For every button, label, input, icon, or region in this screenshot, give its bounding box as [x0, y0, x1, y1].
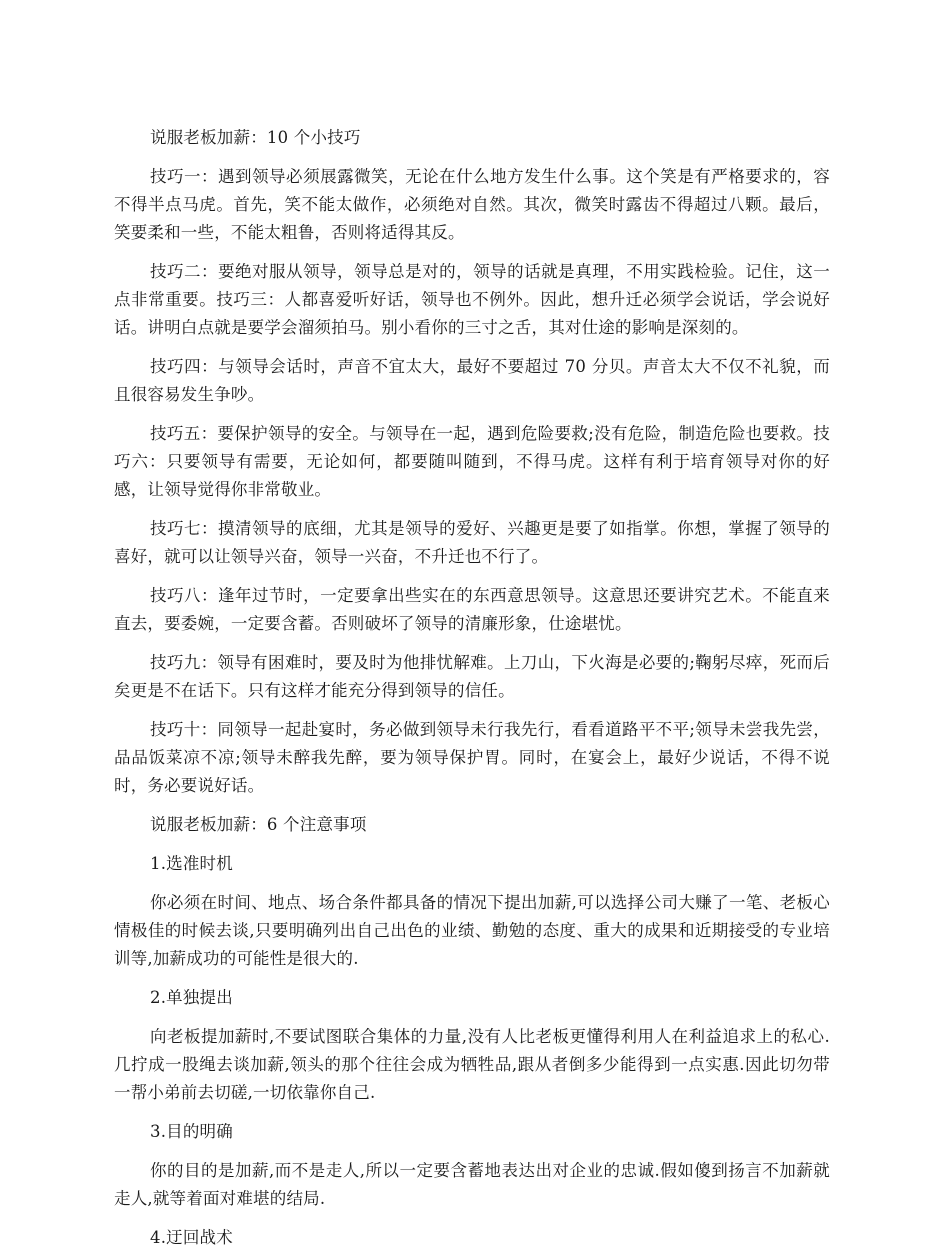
tip-paragraph: 技巧二：要绝对服从领导，领导总是对的，领导的话就是真理，不用实践检验。记住，这一点非常重要。技巧三：人都喜爱听好话，领导也不例外。因此，想升迁必须学会说话，学会说好话。讲明白点就是要学会溜须拍马。别小看你的三寸之舌，其对仕途的影响是深刻的。: [114, 262, 830, 337]
tip-paragraph: 技巧四：与领导会话时，声音不宜太大，最好不要超过 70 分贝。声音太大不仅不礼貌，而且很容易发生争吵。: [114, 357, 830, 404]
tip-paragraph: 技巧十：同领导一起赴宴时，务必做到领导未行我先行，看看道路平不平;领导未尝我先尝，品品饭菜凉不凉;领导未醉我先醉，要为领导保护胃。同时，在宴会上，最好少说话，不得不说时，务必要说好话。: [114, 720, 830, 795]
tip-paragraph: 技巧七：摸清领导的底细，尤其是领导的爱好、兴趣更是要了如指掌。你想，掌握了领导的喜好，就可以让领导兴奋，领导一兴奋，不升迁也不行了。: [114, 519, 830, 566]
tip-paragraph: 技巧九：领导有困难时，要及时为他排忧解难。上刀山，下火海是必要的;鞠躬尽瘁，死而后矣更是不在话下。只有这样才能充分得到领导的信任。: [114, 653, 830, 700]
section-body: 向老板提加薪时,不要试图联合集体的力量,没有人比老板更懂得利用人在利益追求上的私心.几拧成一股绳去谈加薪,领头的那个往往会成为牺牲品,跟从者倒多少能得到一点实惠.因此切勿带一帮小弟前去切磋,一切依靠你自己.: [114, 1027, 830, 1102]
section-heading: 2.单独提出: [150, 988, 233, 1007]
section-body: 你必须在时间、地点、场合条件都具备的情况下提出加薪,可以选择公司大赚了一笔、老板心情极佳的时候去谈,只要明确列出自己出色的业绩、勤勉的态度、重大的成果和近期接受的专业培训等,加薪成功的可能性是很大的.: [114, 893, 830, 968]
tip-paragraph: 技巧八：逢年过节时，一定要拿出些实在的东西意思领导。这意思还要讲究艺术。不能直来直去，要委婉，一定要含蓄。否则破坏了领导的清廉形象，仕途堪忧。: [114, 586, 830, 633]
document-title: 说服老板加薪：10 个小技巧: [150, 128, 361, 147]
tip-paragraph: 技巧一：遇到领导必须展露微笑，无论在什么地方发生什么事。这个笑是有严格要求的，容不得半点马虎。首先，笑不能太做作，必须绝对自然。其次，微笑时露齿不得超过八颗。最后，笑要柔和一些，不能太粗鲁，否则将适得其反。: [114, 167, 830, 242]
tip-paragraph: 技巧五：要保护领导的安全。与领导在一起，遇到危险要救;没有危险，制造危险也要救。技巧六：只要领导有需要，无论如何，都要随叫随到，不得马虎。这样有利于培育领导对你的好感，让领导觉得你非常敬业。: [114, 424, 830, 499]
section-heading: 1.选准时机: [150, 854, 233, 873]
section-subtitle: 说服老板加薪：6 个注意事项: [150, 815, 367, 834]
section-heading: 3.目的明确: [150, 1122, 233, 1141]
section-heading: 4.迂回战术: [150, 1228, 233, 1247]
section-body: 你的目的是加薪,而不是走人,所以一定要含蓄地表达出对企业的忠诚.假如傻到扬言不加薪就走人,就等着面对难堪的结局.: [114, 1161, 830, 1208]
